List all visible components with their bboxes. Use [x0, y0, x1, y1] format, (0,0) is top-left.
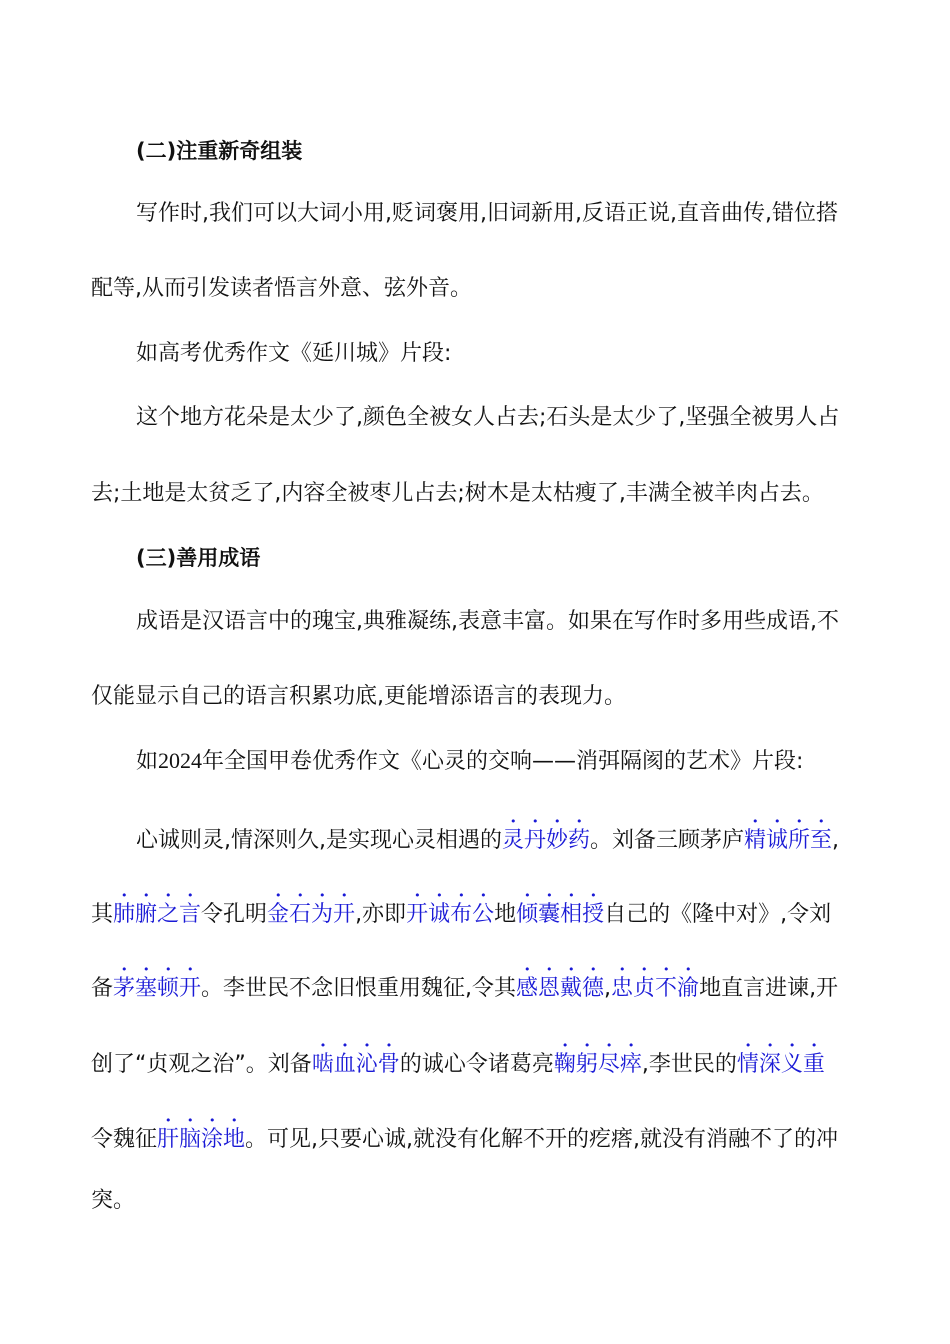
example-intro — [0, 746, 950, 777]
text-run: ,李世民的 — [641, 1052, 737, 1077]
example-intro: 如高考优秀作文《延川城》片段: — [136, 341, 452, 366]
example-intro-year: 2024 — [158, 748, 203, 773]
text-run: 突。 — [91, 1188, 136, 1213]
text-run: 其 — [91, 902, 114, 927]
text-run: 令魏征 — [91, 1127, 158, 1152]
idiom-highlight: 感恩戴德 — [516, 976, 605, 1001]
text-run: 地直言进谏,开 — [699, 976, 839, 1001]
idiom-highlight: 啮血沁骨 — [311, 1052, 400, 1077]
idiom-highlight: 金石为开 — [267, 902, 356, 927]
example-line — [0, 1186, 950, 1216]
text-run: 。李世民不念旧恨重用魏征,令其 — [201, 976, 517, 1001]
example-line — [0, 963, 950, 1004]
idiom-highlight: 开诚布公 — [406, 902, 495, 927]
text-run: 的诚心令诸葛亮 — [399, 1052, 554, 1077]
idiom-highlight: 精诚所至 — [744, 828, 833, 853]
text-run: , — [832, 828, 840, 853]
text-run: 。刘备三顾茅庐 — [590, 828, 745, 853]
example-intro-pre: 如 — [136, 749, 159, 774]
text-run: 心诚则灵,情深则久,是实现心灵相遇的 — [136, 828, 502, 853]
example-line: 这个地方花朵是太少了,颜色全被女人占去;石头是太少了,坚强全被男人占 — [136, 405, 840, 430]
idiom-highlight: 忠贞不渝 — [611, 976, 700, 1001]
example-line — [0, 889, 950, 930]
paragraph-line: 写作时,我们可以大词小用,贬词褒用,旧词新用,反语正说,直音曲传,错位搭 — [136, 201, 838, 226]
example-intro-post: 年全国甲卷优秀作文《心灵的交响——消弭隔阂的艺术》片段: — [202, 749, 804, 774]
paragraph-line: 配等,从而引发读者悟言外意、弦外音。 — [91, 276, 472, 301]
example-line: 去;土地是太贫乏了,内容全被枣儿占去;树木是太枯瘦了,丰满全被羊肉占去。 — [91, 481, 824, 506]
paragraph-line: 成语是汉语言中的瑰宝,典雅凝练,表意丰富。如果在写作时多用些成语,不 — [136, 609, 839, 634]
section-heading-3: (三)善用成语 — [136, 546, 261, 570]
text-run: , — [604, 976, 612, 1001]
paragraph-line: 仅能显示自己的语言积累功底,更能增添语言的表现力。 — [91, 684, 626, 709]
example-line — [0, 1039, 950, 1080]
example-line — [0, 815, 950, 856]
text-run: 令孔明 — [201, 902, 268, 927]
idiom-highlight: 倾囊相授 — [516, 902, 605, 927]
text-run: 创了“贞观之治”。刘备 — [91, 1052, 312, 1077]
idiom-highlight: 灵丹妙药 — [502, 828, 591, 853]
idiom-highlight: 肝脑涂地 — [157, 1127, 246, 1152]
text-run: ,亦即 — [355, 902, 407, 927]
idiom-highlight: 鞠躬尽瘁 — [553, 1052, 642, 1077]
text-run: 地 — [494, 902, 517, 927]
example-line — [0, 1114, 950, 1155]
idiom-highlight: 茅塞顿开 — [113, 976, 202, 1001]
text-run: 自己的《隆中对》,令刘 — [604, 902, 832, 927]
idiom-highlight: 肺腑之言 — [113, 902, 202, 927]
idiom-highlight: 情深义重 — [736, 1052, 825, 1077]
section-heading-2: (二)注重新奇组装 — [136, 139, 303, 163]
text-run: 备 — [91, 976, 114, 1001]
text-run: 。可见,只要心诚,就没有化解不开的疙瘩,就没有消融不了的冲 — [245, 1127, 839, 1152]
